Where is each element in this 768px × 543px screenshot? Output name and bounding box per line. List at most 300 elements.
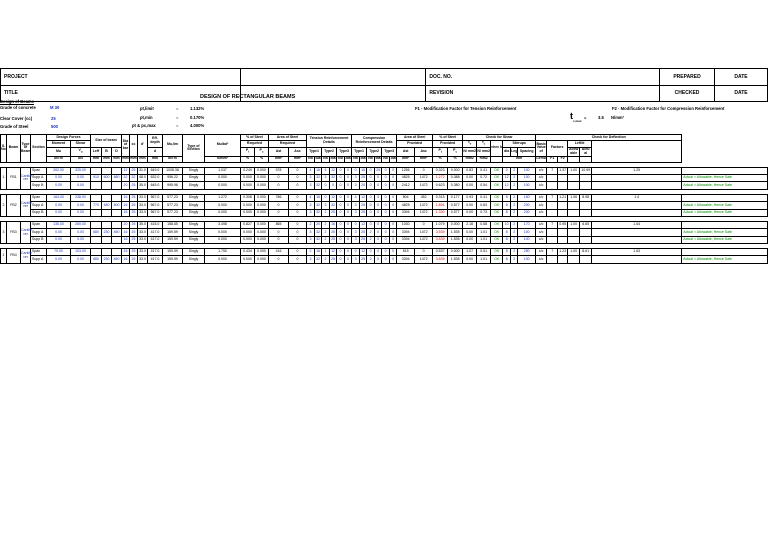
col-shear: Shear	[71, 141, 91, 148]
col-eff-depth: Eff. depth	[148, 135, 163, 148]
dia-cell: 16	[122, 229, 130, 236]
c2-dia-cell: 0	[375, 256, 382, 263]
tv-cell: 0.00	[463, 229, 477, 236]
t2-dia-cell: 32	[330, 175, 337, 182]
section-cell: Supp B	[31, 236, 47, 243]
c3-dia-cell: 0	[390, 256, 397, 263]
b-cell: 230	[102, 229, 112, 236]
table-row	[1, 202, 768, 209]
allowable-cell: 10.99	[580, 168, 592, 175]
mulim-cell: 577.23	[163, 209, 183, 216]
beam-cell: FB3	[7, 222, 21, 244]
ast-cell: 416	[269, 249, 289, 256]
section-cell: Span	[31, 249, 47, 256]
mulim-cell: 577.23	[163, 195, 183, 202]
stirrup-dia-cell: 8	[503, 236, 511, 243]
c3-no-cell: 0	[382, 249, 390, 256]
vu-cell: 0.00	[71, 236, 91, 243]
tc-cell: 0.68	[477, 222, 491, 229]
tc-cell: 1.01	[477, 256, 491, 263]
ptp-cell: 1.272	[433, 175, 448, 182]
section-cell: Supp B	[31, 182, 47, 189]
t2-no-cell: 2	[322, 256, 330, 263]
spacing-unit-cell: c/c	[536, 222, 547, 229]
mubd-cell: 3.498	[205, 222, 241, 229]
pc-cell: 0.000	[255, 229, 269, 236]
shear-check-cell: OK	[491, 256, 503, 263]
asc-cell: 0	[289, 249, 307, 256]
pt-max-value: 4.000%	[190, 123, 205, 128]
result-cell: Actual < Allowable, Hence Safe	[682, 229, 768, 236]
b-cell: 600	[102, 175, 112, 182]
actual-cell	[592, 202, 682, 209]
shear-check-cell: OK	[491, 195, 503, 202]
unit-c2-no: No	[368, 156, 373, 161]
actual-cell	[592, 229, 682, 236]
t1-dia-cell: 16	[315, 195, 322, 202]
t3-no-cell: 0	[337, 168, 345, 175]
concrete-label: Grade of concrete	[0, 105, 36, 110]
beam-cell: FB2	[7, 195, 21, 217]
tc-max-value: 3.5	[598, 115, 604, 120]
tc-max-unit: N/mm²	[611, 115, 625, 120]
spacing-unit-cell: c/c	[536, 182, 547, 189]
shear-check-cell: OK	[491, 168, 503, 175]
section-cell: Span	[31, 168, 47, 175]
c3-dia-cell: 0	[390, 209, 397, 216]
section-type-cell: Singly	[183, 236, 205, 243]
col-pc-provided: $P_c$	[448, 148, 463, 157]
section-cell: Supp A	[31, 202, 47, 209]
c3-dia-cell: 0	[390, 222, 397, 229]
col-pc: $P_c$	[255, 148, 269, 157]
stirrup-dia-cell: 0	[503, 168, 511, 175]
table-row	[1, 209, 768, 216]
col-design-forces: Design Forces	[47, 135, 91, 141]
t2-no-cell: 2	[322, 209, 330, 216]
b-cell	[102, 236, 112, 243]
mu-cell: 0.00	[47, 236, 71, 243]
stirrup-dia-cell: 12	[503, 175, 511, 182]
t1-no-cell: 3	[307, 229, 315, 236]
vu-cell: 238.00	[71, 195, 91, 202]
ascp-cell: 0	[415, 249, 433, 256]
c1-dia-cell: 12	[360, 249, 367, 256]
spacing-unit-cell: c/c	[536, 236, 547, 243]
basic-value-cell	[547, 182, 558, 189]
unit-t3-no: No	[338, 156, 343, 161]
col-pt: $P_t$	[241, 148, 255, 157]
unit-d: mm	[113, 156, 120, 161]
b-cell: 450	[102, 202, 112, 209]
t3-dia-cell: 0	[345, 256, 352, 263]
section-cell: Supp A	[31, 175, 47, 182]
tv-cell: 0.00	[463, 236, 477, 243]
c1-dia-cell: 25	[360, 229, 367, 236]
section-cell: Span	[31, 195, 47, 202]
f1-cell: 0.95	[558, 222, 568, 229]
vu-cell: 0.00	[71, 229, 91, 236]
leff-cell	[91, 209, 102, 216]
col-beam: Beam	[7, 135, 21, 163]
mulim-cell: 577.23	[163, 202, 183, 209]
dia-cell: 16	[122, 236, 130, 243]
vu-cell: 0.00	[71, 256, 91, 263]
col-area-provided: Provided	[397, 141, 433, 148]
col-leff: Leff	[91, 148, 102, 157]
sheet-title: DESIGN OF RECTANGULAR BEAMS	[200, 94, 296, 100]
pcp-cell: 0.380	[448, 182, 463, 189]
cc-cell: 25	[130, 168, 138, 175]
t3-dia-cell: 0	[345, 249, 352, 256]
c2-dia-cell: 25	[375, 168, 382, 175]
t3-no-cell: 0	[337, 236, 345, 243]
deff-cell: 567.0	[148, 202, 163, 209]
leff-cell	[91, 168, 102, 175]
mulim-cell: 159.59	[163, 256, 183, 263]
col-result	[592, 141, 682, 163]
asc-cell: 0	[289, 222, 307, 229]
dia-cell: 32	[122, 175, 130, 182]
leff-cell	[91, 249, 102, 256]
unit-asc: mm²	[289, 156, 307, 162]
stirrup-leg-cell: 2	[511, 229, 518, 236]
c2-no-cell: 0	[367, 209, 375, 216]
tv-cell: 0.93	[463, 195, 477, 202]
d-cell: 680	[112, 175, 122, 182]
astp-cell: 1256	[397, 168, 415, 175]
dprime-cell: 48.0	[138, 175, 148, 182]
unit-t1-dia: dia	[315, 156, 321, 161]
mulim-cell: 159.59	[163, 229, 183, 236]
tc-cell: 1.01	[477, 236, 491, 243]
mulim-cell: 995.96	[163, 182, 183, 189]
t2-no-cell: 2	[322, 236, 330, 243]
stirrup-dia-cell: 8	[503, 256, 511, 263]
deff-cell: 417.0	[148, 229, 163, 236]
section-cell: Supp A	[31, 256, 47, 263]
d-cell	[112, 222, 122, 229]
c3-no-cell: 0	[382, 168, 390, 175]
stirrup-spacing-cell: 100	[518, 175, 536, 182]
shear-check-cell: OK	[491, 175, 503, 182]
c1-no-cell: 0	[352, 249, 360, 256]
b-cell	[102, 195, 112, 202]
mubd-cell: 1.272	[205, 195, 241, 202]
t3-dia-cell: 0	[345, 222, 352, 229]
tv-cell: 2.16	[463, 222, 477, 229]
result-cell: Actual < Allowable, Hence Safe	[682, 182, 768, 189]
asc-cell: 0	[289, 168, 307, 175]
unit-basic: Leff/d	[536, 156, 546, 161]
checked-label: CHECKED	[660, 85, 715, 102]
mubd-cell: 0.000	[205, 209, 241, 216]
stirrup-leg-cell: 2	[511, 209, 518, 216]
title-block	[0, 68, 768, 102]
project-label: PROJECT	[1, 69, 241, 86]
tv-cell: 0.83	[463, 168, 477, 175]
ascp-cell: 1472	[415, 175, 433, 182]
t1-dia-cell: 32	[315, 236, 322, 243]
mubd-cell: 1.750	[205, 249, 241, 256]
asc-cell: 0	[289, 175, 307, 182]
c2-no-cell: 0	[367, 202, 375, 209]
c2-dia-cell: 0	[375, 175, 382, 182]
t3-dia-cell: 0	[345, 195, 352, 202]
pc-cell: 0.000	[255, 182, 269, 189]
deff-cell: 415.0	[148, 222, 163, 229]
sno-cell: 1	[1, 168, 7, 190]
t2-no-cell: 0	[322, 182, 330, 189]
stirrup-spacing-cell: 100	[518, 256, 536, 263]
dprime-cell: 33.0	[138, 256, 148, 263]
pc-cell: 0.000	[255, 256, 269, 263]
col-tension-reinf: Tension Reinforcement Details	[307, 135, 352, 148]
leff-cell	[91, 195, 102, 202]
dia-cell: 20	[122, 182, 130, 189]
unit-t3-dia: dia	[345, 156, 351, 161]
stirrup-leg-cell: 2	[511, 195, 518, 202]
tc-max-label: $t_{c,max}$ =	[570, 111, 587, 123]
table-row	[1, 236, 768, 243]
table-row	[1, 168, 768, 175]
t1-dia-cell: 32	[315, 202, 322, 209]
shear-check-cell: OK	[491, 236, 503, 243]
col-actual: Actu al	[580, 148, 592, 157]
f1-cell	[558, 175, 568, 182]
shear-check-cell: OK	[491, 249, 503, 256]
col-tau-c: $\tau_c$	[477, 141, 491, 148]
mu-cell: 0.00	[47, 209, 71, 216]
dprime-cell: 33.0	[138, 229, 148, 236]
steel-value: 500	[51, 124, 58, 129]
tc-cell: 1.01	[477, 229, 491, 236]
basic-value-cell	[547, 256, 558, 263]
col-leff-d: Leff/d	[568, 141, 592, 148]
vu-cell: 269.00	[71, 222, 91, 229]
pt-cell: 0.000	[241, 175, 255, 182]
shear-check-cell: OK	[491, 222, 503, 229]
section-cell: Span	[31, 222, 47, 229]
spacing-unit-cell: c/c	[536, 168, 547, 175]
col-asc-provided: Asc	[415, 148, 433, 157]
c3-dia-cell: 0	[390, 236, 397, 243]
c2-no-cell: 2	[367, 229, 375, 236]
d-cell	[112, 168, 122, 175]
col-factors: Factors	[547, 141, 568, 157]
ast-cell: 0	[269, 209, 289, 216]
t3-dia-cell: 0	[345, 236, 352, 243]
d-cell	[112, 182, 122, 189]
t3-no-cell: 0	[337, 195, 345, 202]
allowable-cell	[580, 182, 592, 189]
allowable-cell	[580, 202, 592, 209]
dprime-cell: 35.0	[138, 182, 148, 189]
stirrup-leg-cell: 2	[511, 249, 518, 256]
c1-no-cell: 3	[352, 256, 360, 263]
shear-check-cell: OK	[491, 229, 503, 236]
pt-cell: 0.000	[241, 202, 255, 209]
col-allowable: Allow able	[569, 147, 579, 155]
stirrup-dia-cell: 8	[503, 249, 511, 256]
basic-value-cell: 7	[547, 249, 558, 256]
col-pt-provided: $P_t$	[433, 148, 448, 157]
col-c-type1: Type1	[352, 148, 367, 157]
ptp-cell: 3.539	[433, 256, 448, 263]
spacing-unit-cell: c/c	[536, 209, 547, 216]
result-cell	[682, 195, 768, 202]
result-cell: Actual < Allowable, Hence Safe	[682, 256, 768, 263]
date-label-1: DATE	[715, 69, 768, 86]
c2-no-cell: 0	[367, 182, 375, 189]
cc-cell: 25	[130, 209, 138, 216]
vu-cell: 0.00	[71, 175, 91, 182]
leff-cell	[91, 182, 102, 189]
unit-leff: mm	[91, 156, 102, 162]
tv-cell: 0.00	[463, 256, 477, 263]
mubd-cell: 1.037	[205, 168, 241, 175]
cc-cell: 32	[130, 175, 138, 182]
c1-dia-cell: 12	[360, 195, 367, 202]
stirrup-spacing-cell: 150	[518, 195, 536, 202]
col-mu-bd2: Mu/bd²	[205, 135, 241, 157]
unit-deff: mm	[148, 156, 163, 162]
asc-cell: 0	[289, 229, 307, 236]
col-type-of-section: Type of Section	[183, 135, 205, 163]
b-cell	[102, 222, 112, 229]
c3-no-cell: 0	[382, 195, 390, 202]
dprime-cell: 31.0	[138, 168, 148, 175]
deff-cell: 417.0	[148, 256, 163, 263]
f2-cell: 1.00	[568, 222, 580, 229]
mu-cell: 0.00	[47, 175, 71, 182]
basic-value-cell	[547, 209, 558, 216]
c3-no-cell: 0	[382, 209, 390, 216]
allowable-cell: 8.98	[580, 195, 592, 202]
c3-no-cell: 0	[382, 256, 390, 263]
c2-dia-cell: 0	[375, 249, 382, 256]
t2-no-cell: 3	[322, 175, 330, 182]
spacing-unit-cell: c/c	[536, 175, 547, 182]
pt-cell: 0.827	[241, 222, 255, 229]
astp-cell: 804	[397, 195, 415, 202]
ast-cell: 0	[269, 256, 289, 263]
col-t-type2: Type2	[322, 148, 337, 157]
c1-dia-cell: 12	[360, 222, 367, 229]
c2-no-cell: 2	[367, 256, 375, 263]
f1-cell	[558, 202, 568, 209]
col-comp-reinf: Compression Reinforcement Details	[352, 135, 397, 148]
col-ast-provided: Ast	[397, 148, 415, 157]
col-mulim: Mu,lim	[163, 135, 183, 157]
pt-min-label: pt,min	[140, 115, 153, 120]
ascp-cell: 1472	[415, 256, 433, 263]
asc-cell: 0	[289, 236, 307, 243]
f1-cell: 1.23	[558, 249, 568, 256]
shear-check-cell: OK	[491, 202, 503, 209]
deff-cell: 645.0	[148, 182, 163, 189]
mubd-cell: 0.000	[205, 182, 241, 189]
cc-cell: 25	[130, 182, 138, 189]
pt-max-eq: =	[176, 123, 179, 128]
t2-dia-cell: 32	[330, 202, 337, 209]
date-label-2: DATE	[715, 85, 768, 102]
leff-cell	[91, 236, 102, 243]
mulim-cell: 956.22	[163, 175, 183, 182]
d-cell	[112, 236, 122, 243]
t2-no-cell: 0	[322, 195, 330, 202]
allowable-cell	[580, 209, 592, 216]
unit-c2-dia: dia	[375, 156, 381, 161]
sno-cell: 2	[1, 195, 7, 217]
t1-dia-cell: 32	[315, 209, 322, 216]
ascp-cell: 0	[415, 168, 433, 175]
dia-cell: 20	[122, 222, 130, 229]
t2-no-cell: 2	[322, 222, 330, 229]
dprime-cell: 33.0	[138, 195, 148, 202]
b-cell	[102, 182, 112, 189]
c3-no-cell: 0	[382, 175, 390, 182]
tv-cell: 0.00	[463, 202, 477, 209]
astp-cell: 4825	[397, 175, 415, 182]
c3-no-cell: 0	[382, 236, 390, 243]
f1-cell	[558, 229, 568, 236]
f2-cell: 1.00	[568, 168, 580, 175]
ptp-cell: 3.539	[433, 229, 448, 236]
table-row	[1, 256, 768, 263]
col-size-of-beam: Size of beam	[91, 135, 122, 148]
c3-no-cell: 0	[382, 202, 390, 209]
section-type-cell: Singly	[183, 229, 205, 236]
mu-cell: 0.00	[47, 182, 71, 189]
d-cell	[112, 249, 122, 256]
ascp-cell: 1472	[415, 209, 433, 216]
c1-no-cell: 0	[352, 168, 360, 175]
f2-cell	[568, 229, 580, 236]
allowable-cell: 6.65	[580, 222, 592, 229]
col-area-steel-provided: Area of Steel	[397, 135, 433, 141]
c3-no-cell: 0	[382, 222, 390, 229]
table-row	[1, 229, 768, 236]
d-cell	[112, 195, 122, 202]
dprime-cell: 33.0	[138, 202, 148, 209]
ast-cell: 0	[269, 229, 289, 236]
col-d-small: d	[148, 148, 163, 157]
t3-dia-cell: 0	[345, 175, 352, 182]
pt-min-eq: =	[176, 115, 179, 120]
f2-cell	[568, 182, 580, 189]
allowable-cell	[580, 175, 592, 182]
ascp-cell: 0	[415, 222, 433, 229]
basic-value-cell: 7	[547, 195, 558, 202]
beam-design-table	[0, 134, 768, 264]
t2-dia-cell: 16	[330, 222, 337, 229]
f2-cell	[568, 175, 580, 182]
actual-cell: 1.63	[592, 249, 682, 256]
astp-cell: 3394	[397, 236, 415, 243]
pc-cell: 0.000	[255, 175, 269, 182]
unit-stirrup: mm	[503, 156, 536, 162]
stirrup-spacing-cell: 100	[518, 168, 536, 175]
pcp-cell: 0.177	[448, 195, 463, 202]
leff-cell: 770	[91, 202, 102, 209]
astp-cell: 1030	[397, 222, 415, 229]
unit-mulim: kN m	[163, 156, 183, 162]
t1-dia-cell: 16	[315, 249, 322, 256]
spacing-unit-cell: c/c	[536, 256, 547, 263]
pt-cell: 0.000	[241, 229, 255, 236]
ast-cell: 865	[269, 222, 289, 229]
